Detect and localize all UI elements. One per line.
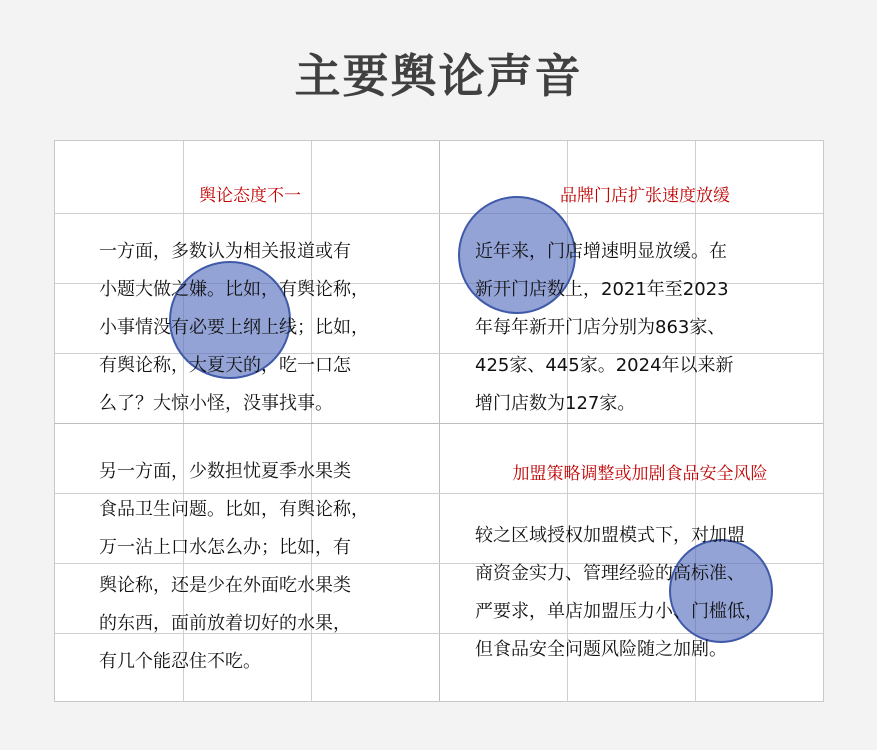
- text-line: 较之区域授权加盟模式下，对加盟: [475, 525, 745, 546]
- text-line: 舆论称，还是少在外面吃水果类: [99, 575, 351, 596]
- text-line: 严要求，单店加盟压力小、门槛低，: [475, 601, 763, 622]
- left-paragraph-1: [99, 233, 369, 423]
- text-line: 一方面，多数认为相关报道或有: [99, 241, 351, 262]
- grid-line: [55, 423, 823, 424]
- text-line: 么了？大惊小怪，没事找事。: [99, 393, 333, 414]
- text-line: 有几个能忍住不吃。: [99, 651, 261, 672]
- text-line: 但食品安全问题风险随之加剧。: [475, 639, 727, 660]
- right-heading-expansion: 品牌门店扩张速度放缓: [560, 186, 730, 206]
- text-line: 商资金实力、管理经验的高标准、: [475, 563, 745, 584]
- text-line: 小事情没有必要上纲上线；比如，: [99, 317, 369, 338]
- grid-line: [55, 213, 823, 214]
- text-line: 近年来，门店增速明显放缓。在: [475, 241, 727, 262]
- text-line: 万一沾上口水怎么办；比如，有: [99, 537, 351, 558]
- text-line: 新开门店数上，2021年至2023: [475, 279, 729, 300]
- text-line: 425家、445家。2024年以来新: [475, 355, 734, 376]
- text-line: 的东西，面前放着切好的水果，: [99, 613, 351, 634]
- opinion-board: [54, 140, 824, 702]
- grid-line: [439, 141, 440, 701]
- text-line: 年每年新开门店分别为863家、: [475, 317, 726, 338]
- right-paragraph-2: [475, 517, 763, 669]
- text-line: 小题大做之嫌。比如，有舆论称，: [99, 279, 369, 300]
- right-paragraph-1: [475, 233, 734, 423]
- left-heading: 舆论态度不一: [199, 186, 301, 206]
- text-line: 有舆论称，大夏天的，吃一口怎: [99, 355, 351, 376]
- page-title: 主要舆论声音: [294, 49, 583, 103]
- right-heading-franchise: 加盟策略调整或加剧食品安全风险: [512, 464, 768, 484]
- text-line: 增门店数为127家。: [475, 393, 636, 414]
- text-line: 食品卫生问题。比如，有舆论称，: [99, 499, 369, 520]
- text-line: 另一方面，少数担忧夏季水果类: [99, 461, 351, 482]
- left-paragraph-2: [99, 453, 369, 681]
